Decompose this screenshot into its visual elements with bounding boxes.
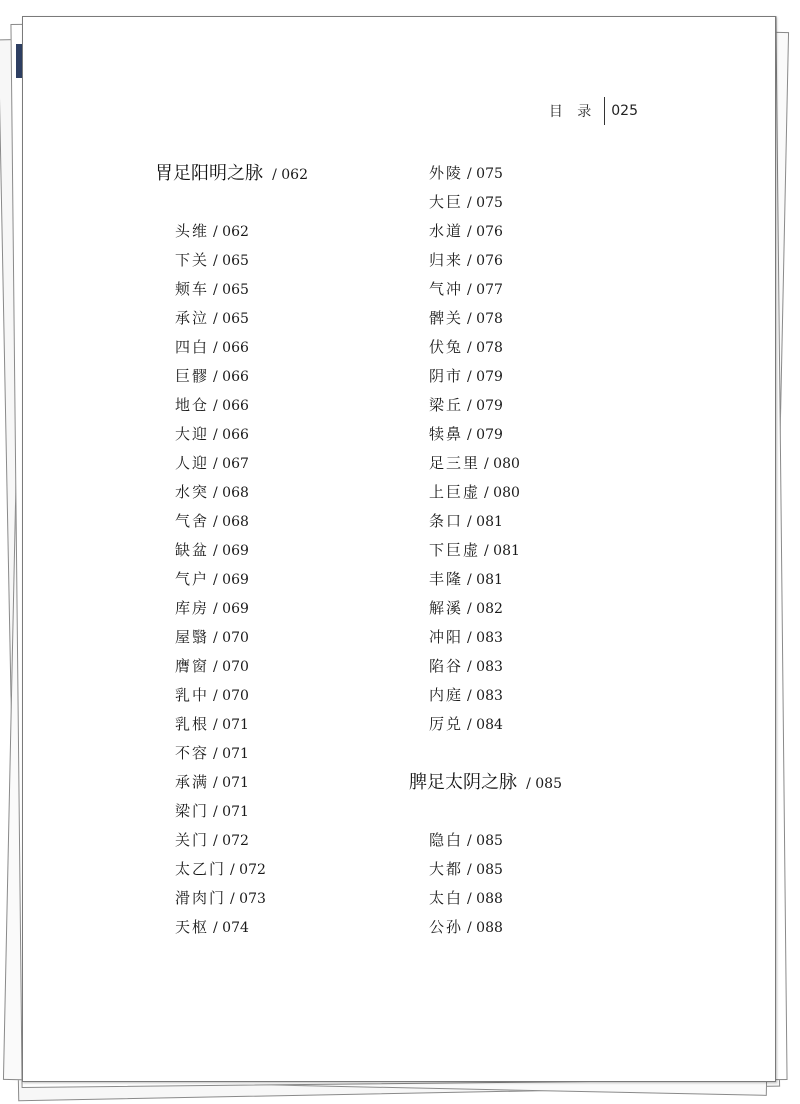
entry-page: / 081: [484, 543, 520, 559]
entry-page: / 065: [213, 311, 249, 327]
entry-name: 气户: [175, 570, 210, 588]
toc-entry: [409, 710, 562, 739]
toc-entry: [155, 304, 308, 333]
entry-name: 气舍: [175, 512, 210, 530]
toc-entry-list: [409, 826, 562, 942]
toc-entry: [155, 449, 308, 478]
entry-page: / 066: [213, 398, 249, 414]
toc-entry: [409, 333, 562, 362]
section-page: / 085: [526, 776, 562, 792]
entry-name: 水道: [429, 222, 464, 240]
entry-page: / 078: [467, 340, 503, 356]
toc-entry: [155, 681, 308, 710]
entry-name: 厉兑: [429, 715, 464, 733]
entry-name: 大迎: [175, 425, 210, 443]
entry-page: / 078: [467, 311, 503, 327]
entry-page: / 072: [213, 833, 249, 849]
toc-right-column: [409, 159, 562, 942]
toc-entry: [409, 188, 562, 217]
entry-name: 乳中: [175, 686, 210, 704]
toc-entry: [409, 507, 562, 536]
toc-entry: [409, 884, 562, 913]
entry-page: / 073: [230, 891, 266, 907]
entry-page: / 075: [467, 195, 503, 211]
toc-entry: [155, 826, 308, 855]
entry-name: 犊鼻: [429, 425, 464, 443]
toc-entry: [155, 536, 308, 565]
entry-page: / 074: [213, 920, 249, 936]
toc-entry: [409, 217, 562, 246]
running-header: [549, 96, 638, 126]
section-name: 胃足阳明之脉: [155, 163, 263, 184]
toc-entry: [155, 507, 308, 536]
toc-entry: [409, 565, 562, 594]
entry-name: 伏兔: [429, 338, 464, 356]
entry-page: / 070: [213, 688, 249, 704]
header-page-number: 025: [611, 103, 638, 119]
entry-name: 大都: [429, 860, 464, 878]
entry-page: / 072: [230, 862, 266, 878]
entry-page: / 077: [467, 282, 503, 298]
entry-name: 头维: [175, 222, 210, 240]
toc-entry-list: [155, 217, 308, 942]
entry-page: / 083: [467, 659, 503, 675]
entry-page: / 070: [213, 630, 249, 646]
toc-entry: [409, 826, 562, 855]
entry-page: / 068: [213, 514, 249, 530]
entry-name: 陷谷: [429, 657, 464, 675]
toc-entry-list: [409, 159, 562, 739]
entry-name: 人迎: [175, 454, 210, 472]
entry-page: / 076: [467, 253, 503, 269]
entry-page: / 069: [213, 601, 249, 617]
toc-entry: [155, 797, 308, 826]
entry-page: / 081: [467, 514, 503, 530]
toc-entry: [409, 391, 562, 420]
entry-name: 丰隆: [429, 570, 464, 588]
toc-entry: [155, 362, 308, 391]
section-heading: [155, 159, 308, 188]
toc-entry: [409, 362, 562, 391]
entry-name: 下关: [175, 251, 210, 269]
entry-name: 滑肉门: [175, 889, 227, 907]
toc-entry: [409, 449, 562, 478]
entry-name: 条口: [429, 512, 464, 530]
entry-page: / 066: [213, 369, 249, 385]
entry-name: 屋翳: [175, 628, 210, 646]
toc-entry: [409, 159, 562, 188]
entry-page: / 079: [467, 398, 503, 414]
entry-name: 气冲: [429, 280, 464, 298]
entry-name: 大巨: [429, 193, 464, 211]
entry-page: / 082: [467, 601, 503, 617]
toc-entry: [409, 536, 562, 565]
entry-name: 缺盆: [175, 541, 210, 559]
toc-entry: [409, 275, 562, 304]
entry-name: 地仓: [175, 396, 210, 414]
toc-entry: [409, 304, 562, 333]
spacer: [155, 188, 308, 217]
spacer: [409, 797, 562, 826]
toc-entry: [155, 333, 308, 362]
toc-entry: [155, 594, 308, 623]
entry-page: / 083: [467, 688, 503, 704]
entry-page: / 069: [213, 572, 249, 588]
spacer: [409, 739, 562, 768]
entry-name: 承泣: [175, 309, 210, 327]
entry-page: / 076: [467, 224, 503, 240]
entry-name: 隐白: [429, 831, 464, 849]
toc-entry: [155, 391, 308, 420]
entry-name: 公孙: [429, 918, 464, 936]
entry-page: / 071: [213, 804, 249, 820]
entry-page: / 069: [213, 543, 249, 559]
entry-page: / 080: [484, 456, 520, 472]
entry-name: 颊车: [175, 280, 210, 298]
toc-entry: [155, 478, 308, 507]
toc-entry: [155, 623, 308, 652]
toc-entry: [409, 478, 562, 507]
entry-name: 太白: [429, 889, 464, 907]
entry-name: 上巨虚: [429, 483, 481, 501]
entry-name: 梁丘: [429, 396, 464, 414]
toc-entry: [409, 594, 562, 623]
toc-entry: [155, 913, 308, 942]
entry-name: 足三里: [429, 454, 481, 472]
entry-page: / 088: [467, 920, 503, 936]
toc-entry: [409, 420, 562, 449]
entry-page: / 088: [467, 891, 503, 907]
toc-entry: [409, 681, 562, 710]
entry-page: / 083: [467, 630, 503, 646]
entry-name: 库房: [175, 599, 210, 617]
toc-entry: [155, 420, 308, 449]
toc-left-column: [155, 159, 308, 942]
entry-page: / 065: [213, 282, 249, 298]
entry-page: / 071: [213, 717, 249, 733]
toc-entry: [409, 652, 562, 681]
entry-page: / 070: [213, 659, 249, 675]
toc-entry: [155, 768, 308, 797]
entry-name: 解溪: [429, 599, 464, 617]
entry-page: / 079: [467, 427, 503, 443]
entry-name: 水突: [175, 483, 210, 501]
entry-page: / 066: [213, 427, 249, 443]
entry-name: 内庭: [429, 686, 464, 704]
entry-name: 梁门: [175, 802, 210, 820]
toc-page: [22, 16, 776, 1082]
entry-page: / 075: [467, 166, 503, 182]
section-page: / 062: [272, 167, 308, 183]
toc-entry: [155, 652, 308, 681]
entry-page: / 080: [484, 485, 520, 501]
entry-page: / 068: [213, 485, 249, 501]
entry-page: / 065: [213, 253, 249, 269]
entry-page: / 079: [467, 369, 503, 385]
toc-entry: [155, 710, 308, 739]
toc-entry: [155, 565, 308, 594]
entry-name: 膺窗: [175, 657, 210, 675]
entry-name: 不容: [175, 744, 210, 762]
entry-page: / 067: [213, 456, 249, 472]
toc-entry: [155, 217, 308, 246]
entry-name: 冲阳: [429, 628, 464, 646]
entry-name: 巨髎: [175, 367, 210, 385]
toc-entry: [155, 739, 308, 768]
entry-name: 归来: [429, 251, 464, 269]
entry-name: 下巨虚: [429, 541, 481, 559]
entry-name: 外陵: [429, 164, 464, 182]
entry-page: / 062: [213, 224, 249, 240]
entry-name: 天枢: [175, 918, 210, 936]
header-title: 目 录: [548, 104, 597, 120]
toc-entry: [155, 275, 308, 304]
entry-page: / 071: [213, 746, 249, 762]
entry-page: / 085: [467, 862, 503, 878]
toc-entry: [409, 913, 562, 942]
entry-page: / 084: [467, 717, 503, 733]
entry-page: / 066: [213, 340, 249, 356]
entry-name: 髀关: [429, 309, 464, 327]
toc-entry: [155, 246, 308, 275]
toc-entry: [409, 623, 562, 652]
toc-entry: [155, 884, 308, 913]
entry-page: / 081: [467, 572, 503, 588]
entry-name: 太乙门: [175, 860, 227, 878]
entry-name: 阴市: [429, 367, 464, 385]
entry-page: / 071: [213, 775, 249, 791]
toc-entry: [409, 246, 562, 275]
toc-entry: [409, 855, 562, 884]
entry-name: 承满: [175, 773, 210, 791]
entry-name: 乳根: [175, 715, 210, 733]
section-heading: [409, 768, 562, 797]
entry-page: / 085: [467, 833, 503, 849]
entry-name: 四白: [175, 338, 210, 356]
toc-entry: [155, 855, 308, 884]
entry-name: 关门: [175, 831, 210, 849]
section-name: 脾足太阴之脉: [409, 772, 517, 793]
